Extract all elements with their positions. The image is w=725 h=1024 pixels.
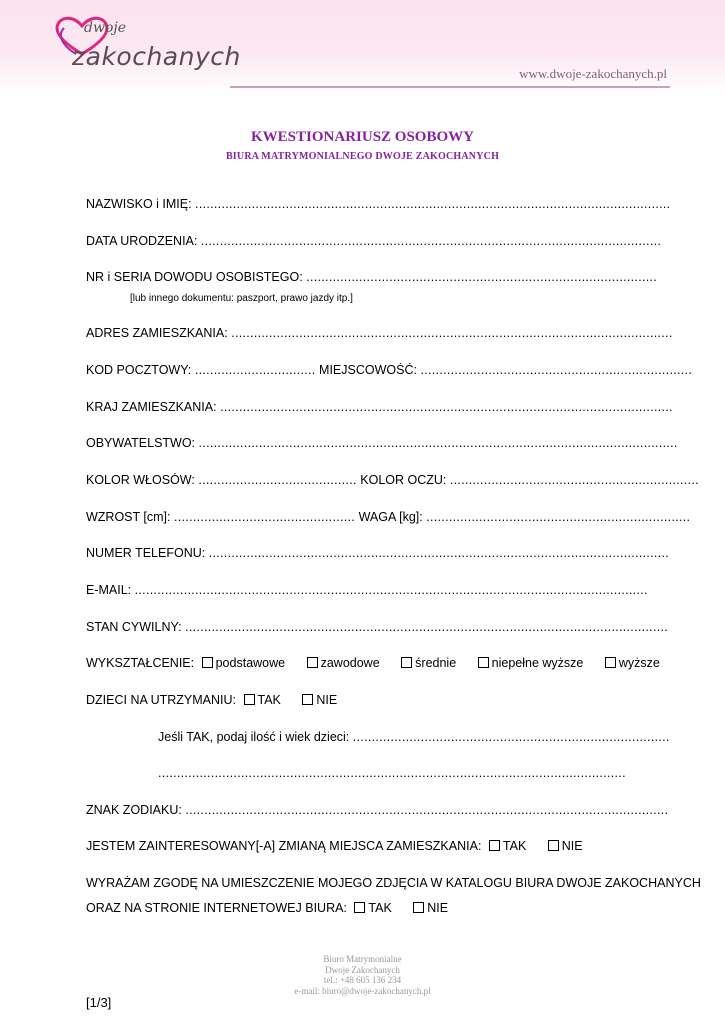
address-label: ADRES ZAMIESZKANIA: <box>86 326 228 340</box>
checkbox-icon[interactable] <box>202 657 213 668</box>
relocation-label: JESTEM ZAINTERESOWANY[-A] ZMIANĄ MIEJSCA ZAMIESZKANIA: <box>86 839 482 853</box>
hair-color-label: KOLOR WŁOSÓW: <box>86 473 195 487</box>
consent-text-2: ORAZ NA STRONIE INTERNETOWEJ BIURA: <box>86 901 347 915</box>
eye-color-label: KOLOR OCZU: <box>360 473 447 487</box>
consent-line-1 <box>86 876 701 890</box>
checkbox-icon[interactable] <box>605 657 616 668</box>
children-field <box>86 693 351 707</box>
eye-color-dots: .................................................................. <box>449 473 699 487</box>
logo-small-text: dwoje <box>84 20 126 36</box>
address-dots: ..................................................................................................................... <box>231 326 673 340</box>
name-label: NAZWISKO i IMIĘ: <box>86 197 192 211</box>
marital-status-dots: ................................................................................................................................ <box>185 620 669 634</box>
site-url[interactable]: www.dwoje-zakochanych.pl <box>519 66 667 81</box>
birth-date-dots: .......................................................................................................................... <box>200 234 662 248</box>
height-dots: ................................................ <box>173 510 356 524</box>
height-label: WZROST [cm]: <box>86 510 171 524</box>
checkbox-icon[interactable] <box>244 694 255 705</box>
height-weight-field[interactable] <box>86 510 690 524</box>
footer <box>0 954 725 996</box>
checkbox-icon[interactable] <box>401 657 412 668</box>
zodiac-dots: ................................................................................................................................ <box>185 803 669 817</box>
postal-code-label: KOD POCZTOWY: <box>86 363 192 377</box>
id-document-dots: ............................................................................................. <box>306 270 658 284</box>
checkbox-icon[interactable] <box>302 694 313 705</box>
checkbox-icon[interactable] <box>354 902 365 913</box>
citizenship-dots: ............................................................................................................................... <box>198 436 678 450</box>
page-title: KWESTIONARIUSZ OSOBOWY <box>251 129 474 145</box>
education-option-secondary[interactable]: średnie <box>397 656 456 670</box>
phone-dots: .......................................................................................................................... <box>208 546 670 560</box>
postal-city-field[interactable] <box>86 363 692 377</box>
checkbox-icon[interactable] <box>478 657 489 668</box>
email-field[interactable] <box>86 583 648 597</box>
hair-eyes-field[interactable] <box>86 473 699 487</box>
weight-label: WAGA [kg]: <box>358 510 423 524</box>
checkbox-icon[interactable] <box>489 840 500 851</box>
relocation-no-option[interactable]: NIE <box>544 839 583 853</box>
consent-line-2 <box>86 901 462 915</box>
children-label: DZIECI NA UTRZYMANIU: <box>86 693 237 707</box>
marital-status-field[interactable] <box>86 620 668 634</box>
consent-yes-option[interactable]: TAK <box>350 901 391 915</box>
footer-line-1: Biuro Matrymonialne <box>323 954 402 964</box>
consent-text-1: WYRAŻAM ZGODĘ NA UMIESZCZENIE MOJEGO ZDJĘCIA W KATALOGU BIURA DWOJE ZAKOCHANYCH <box>86 876 701 890</box>
children-extra-line[interactable] <box>158 766 626 780</box>
education-field <box>86 656 674 670</box>
city-label: MIEJSCOWOŚĆ: <box>319 363 417 377</box>
children-no-option[interactable]: NIE <box>298 693 337 707</box>
name-dots: .............................................................................................................................. <box>195 197 671 211</box>
education-option-basic[interactable]: podstawowe <box>198 656 286 670</box>
email-label: E-MAIL: <box>86 583 132 597</box>
page-number: [1/3] <box>86 995 112 1010</box>
footer-phone: tel.: +48 605 136 234 <box>323 975 402 985</box>
weight-dots: ...................................................................... <box>426 510 691 524</box>
email-dots: ........................................................................................................................................ <box>134 583 648 597</box>
children-yes-option[interactable]: TAK <box>240 693 281 707</box>
education-option-higher[interactable]: wyższe <box>601 656 660 670</box>
id-document-field[interactable] <box>86 270 657 284</box>
address-field[interactable] <box>86 326 673 340</box>
children-detail-field[interactable] <box>158 730 670 744</box>
logo <box>52 14 241 80</box>
phone-field[interactable] <box>86 546 669 560</box>
footer-email: e-mail: biuro@dwoje-zakochanych.pl <box>294 985 431 996</box>
postal-code-dots: ................................ <box>194 363 316 377</box>
name-field[interactable] <box>86 197 670 211</box>
checkbox-icon[interactable] <box>413 902 424 913</box>
header-banner <box>0 0 725 92</box>
phone-label: NUMER TELEFONU: <box>86 546 206 560</box>
citizenship-label: OBYWATELSTWO: <box>86 436 196 450</box>
page-subtitle: BIURA MATRYMONIALNEGO DWOJE ZAKOCHANYCH <box>225 151 500 162</box>
education-label: WYKSZTAŁCENIE: <box>86 656 195 670</box>
children-detail-dots: .................................................................................... <box>352 730 670 744</box>
country-field[interactable] <box>86 400 673 414</box>
country-label: KRAJ ZAMIESZKANIA: <box>86 400 217 414</box>
checkbox-icon[interactable] <box>307 657 318 668</box>
zodiac-label: ZNAK ZODIAKU: <box>86 803 182 817</box>
marital-status-label: STAN CYWILNY: <box>86 620 182 634</box>
zodiac-field[interactable] <box>86 803 668 817</box>
education-option-incomplete-higher[interactable]: niepełne wyższe <box>474 656 584 670</box>
footer-line-2: Dwoje Zakochanych <box>325 964 400 975</box>
hair-color-dots: .......................................... <box>198 473 357 487</box>
country-dots: ........................................................................................................................ <box>220 400 673 414</box>
education-option-vocational[interactable]: zawodowe <box>303 656 380 670</box>
relocation-field <box>86 839 597 853</box>
logo-main-text: zakochanych <box>72 42 241 71</box>
birth-date-label: DATA URODZENIA: <box>86 234 198 248</box>
city-dots: ........................................................................ <box>420 363 693 377</box>
header-divider <box>230 86 670 88</box>
children-detail-label: Jeśli TAK, podaj ilość i wiek dzieci: <box>158 730 350 744</box>
children-extra-dots: ............................................................................................................................ <box>158 766 626 780</box>
birth-date-field[interactable] <box>86 234 661 248</box>
id-document-label: NR i SERIA DOWODU OSOBISTEGO: <box>86 270 303 284</box>
checkbox-icon[interactable] <box>548 840 559 851</box>
citizenship-field[interactable] <box>86 436 678 450</box>
relocation-yes-option[interactable]: TAK <box>485 839 526 853</box>
consent-no-option[interactable]: NIE <box>409 901 448 915</box>
id-document-note: [lub innego dokumentu: paszport, prawo jazdy itp.] <box>130 293 353 304</box>
